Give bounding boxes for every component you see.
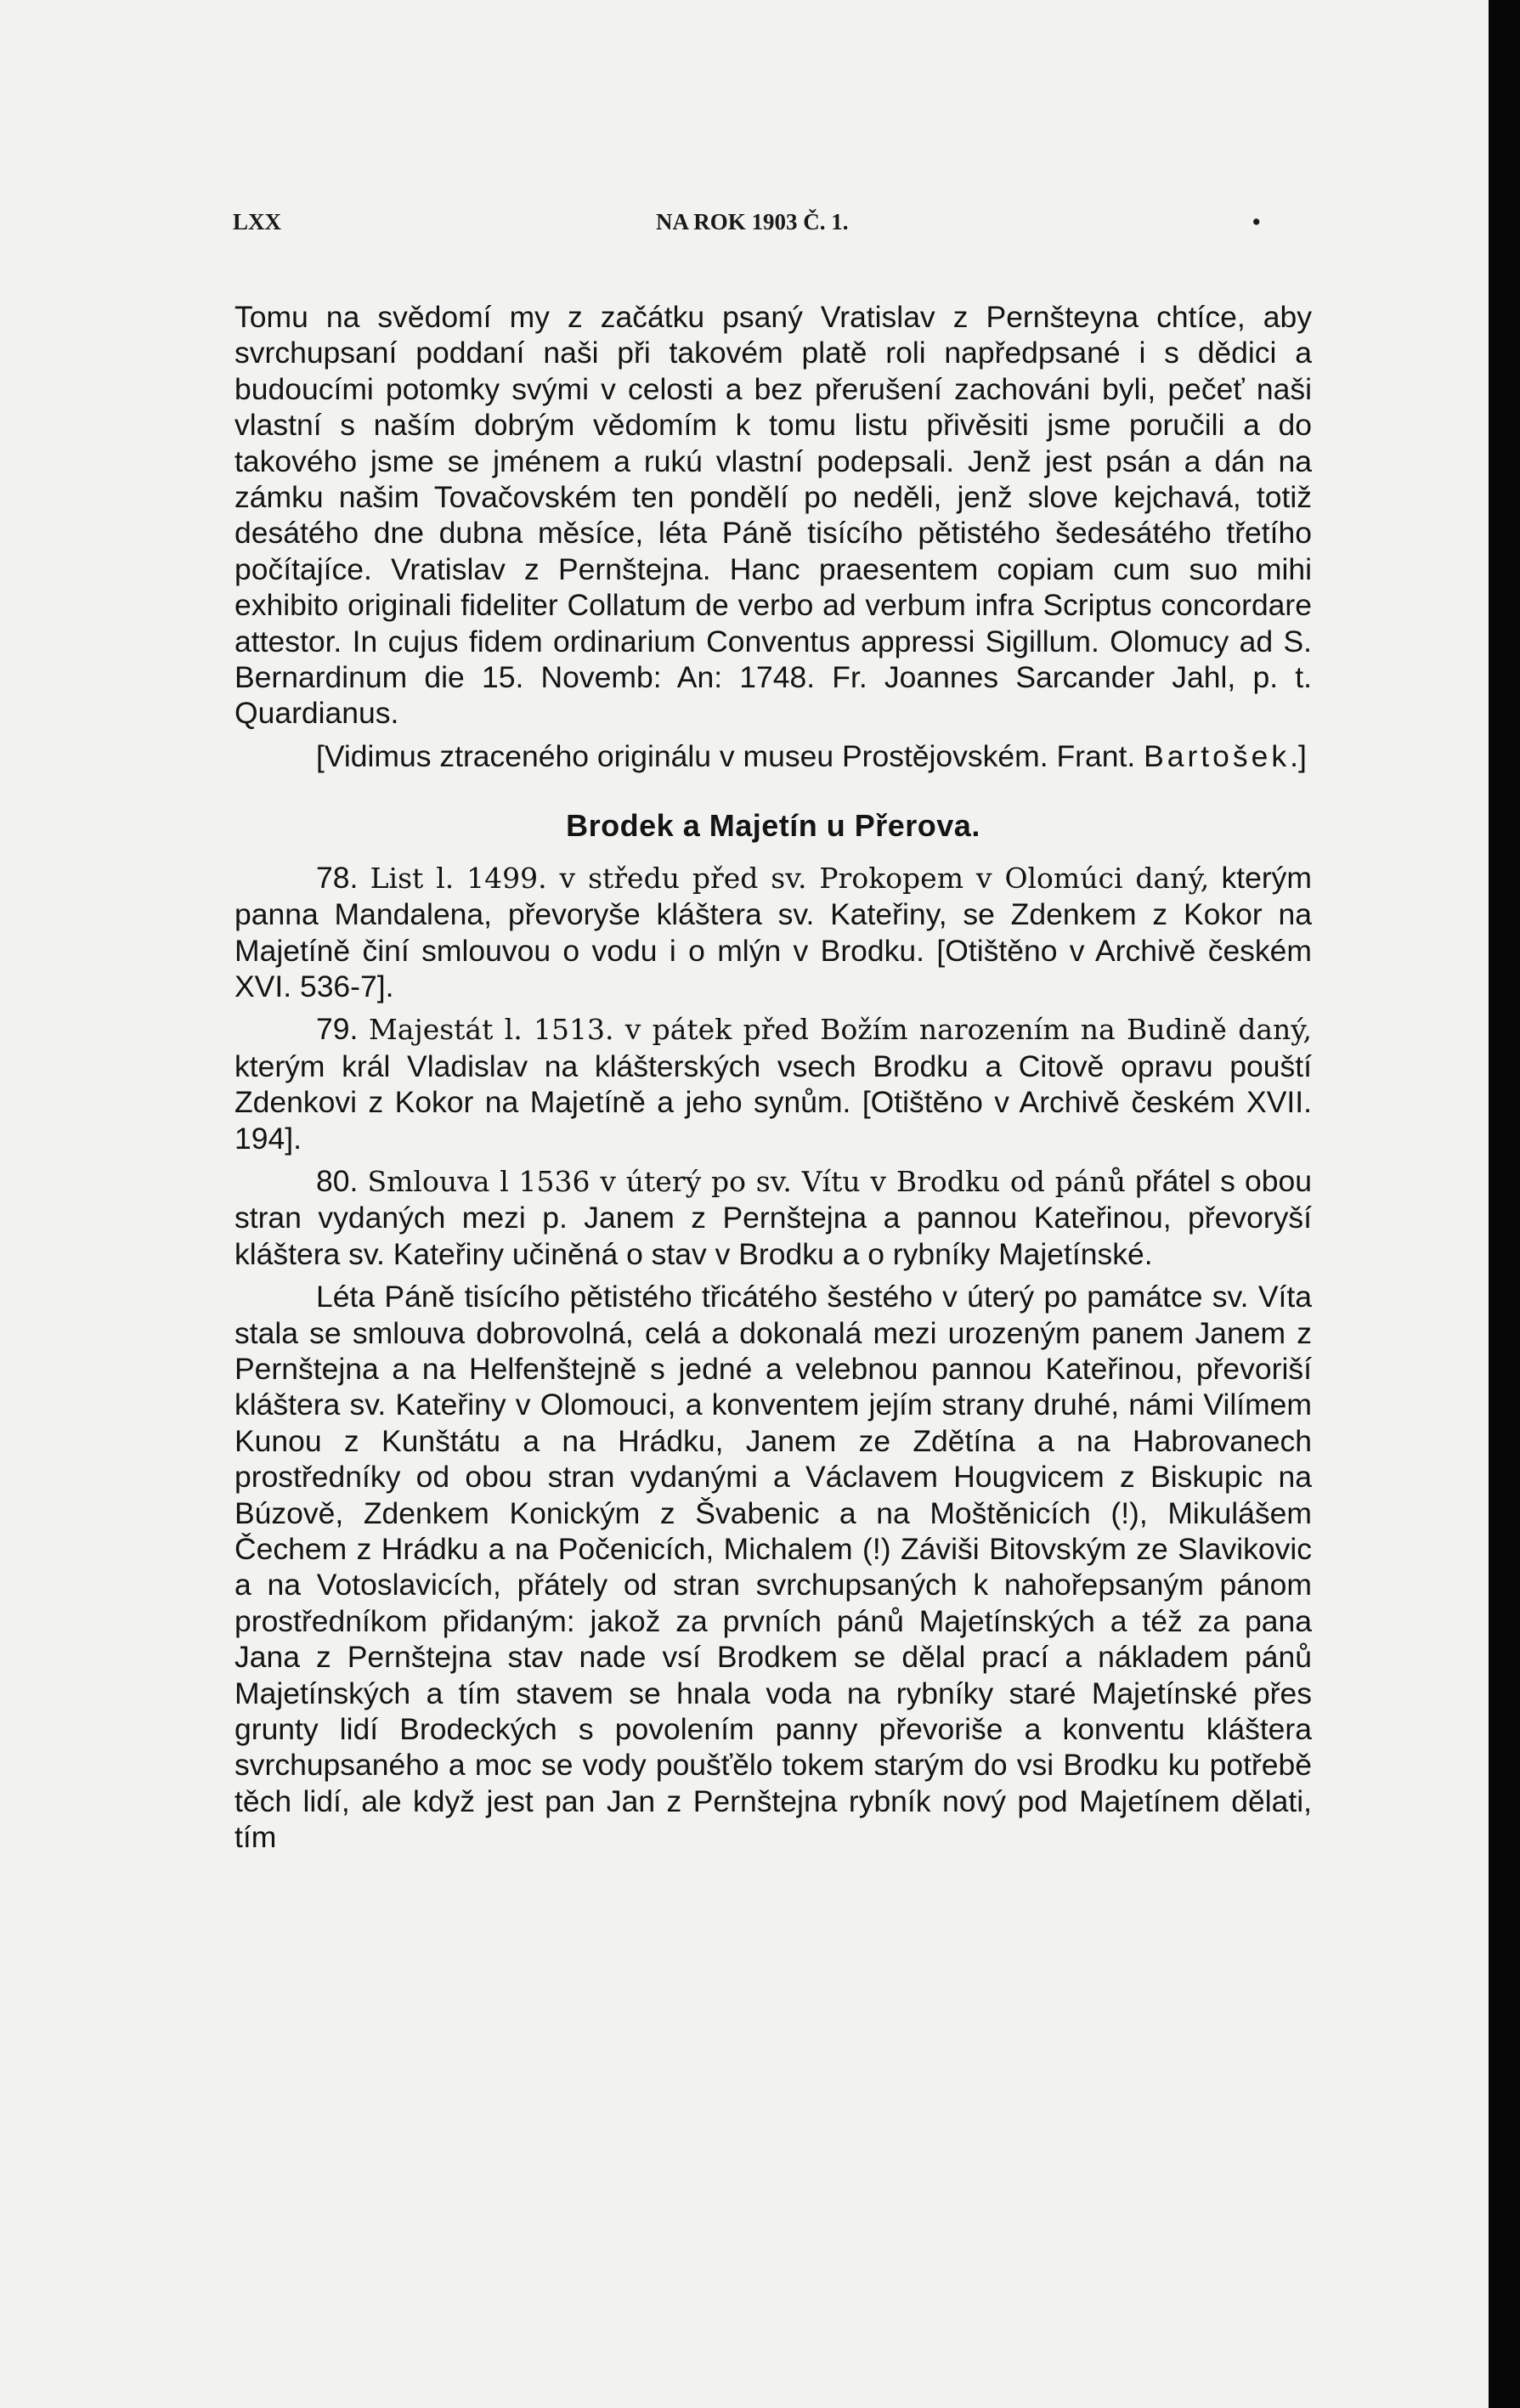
paragraph-charter-conclusion: Tomu na svědomí my z začátku psaný Vratislav z Pernšteyna chtíce, aby svrchupsaní poddaní naši při takovém platě roli napředpsané i s dědici a budoucími potomky svými v celosti a bez přerušení zachováni byli, pečeť naši vlastní s naším dobrým vědomím k tomu listu přivěsiti jsme poručili a do takového jsme se jménem a rukú vlastní podepsali. Jenž jest psán a dán na zámku našim Tovačovském ten pondělí po neděli, jenž slove kejchavá, totiž desátého dne dubna měsíce, léta Páně tisícího pětistého šedesátého třetího počítajíce. Vratislav z Pernštejna. Hanc praesentem copiam cum suo mihi exhibito originali fideliter Collatum de verbo ad verbum infra Scriptus concordare attestor. In cujus fidem ordinarium Conventus appressi Sigillum. Olomucy ad S. Bernardinum die 15. Novemb: An: 1748. Fr. Joannes Sarcander Jahl, p. t. Quardianus. [234, 300, 1312, 731]
entry-78 [234, 860, 1312, 1005]
entry-78-number: 78. [316, 860, 359, 895]
author-name: Bartošek [1144, 738, 1291, 773]
vidimus-text: [Vidimus ztraceného originálu v museu Prostějovském. Frant. [316, 738, 1136, 773]
ink-dot: • [1252, 209, 1261, 235]
page-number: LXX [233, 209, 282, 235]
running-head [233, 209, 1312, 243]
entry-79-number: 79. [316, 1012, 359, 1047]
vidimus-end: .] [1290, 738, 1307, 773]
entry-79-blackletter: Majestát l. 1513. v pátek před Božím narozením na Budině daný, [369, 1013, 1312, 1047]
running-title: NA ROK 1903 Č. 1. [656, 209, 849, 235]
entry-78-blackletter: List l. 1499. v středu před sv. Prokopem v Olomúci daný, [370, 861, 1210, 895]
section-heading: Brodek a Majetín u Přerova. [566, 808, 980, 844]
body-text [234, 299, 1312, 1856]
entry-80-text: přátel s obou stran vydaných mezi p. Janem z Pernštejna a pannou Kateřinou, převoryší kláštera sv. Kateřiny učiněná o stav v Brodku a o rybníky Majetínské. [234, 1163, 1312, 1271]
entry-80-blackletter: Smlouva l 1536 v úterý po sv. Vítu v Brodku od pánů [367, 1164, 1126, 1198]
entry-79-text: kterým král Vladislav na klášterských vsech Brodku a Citově opravu pouští Zdenkovi z Kokor na Majetíně a jeho synům. [Otištěno v Archivě českém XVII. 194]. [234, 1049, 1312, 1156]
dark-page-edge [1489, 0, 1520, 2408]
entry-80 [234, 1163, 1312, 1272]
paragraph-contract-text: Léta Páně tisícího pětistého třicátého šestého v úterý po památce sv. Víta stala se smlouva dobrovolná, celá a dokonalá mezi urozeným panem Janem z Pernštejna a na Helfenštejně s jedné a velebnou pannou Kateřinou, převoriší kláštera sv. Kateřiny v Olomouci, a konventem jejím strany druhé, námi Vilímem Kunou z Kunštátu a na Hrádku, Janem ze Zdětína a na Habrovanech prostředníky od obou stran vydanými a Václavem Hougvicem z Biskupic na Búzově, Zdenkem Konickým z Švabenic a na Moštěnicích (!), Mikulášem Čechem z Hrádku a na Počenicích, Michalem (!) Záviši Bitovským ze Slavikovic a na Votoslavicích, přátely od stran svrchupsaných k nahořepsaným pánom prostředníkom přidaným: jakož za prvních pánů Majetínských a též za pana Jana z Pernštejna stav nade vsí Brodkem se dělal prací a nákladem pánů Majetínských a tím stavem se hnala voda na rybníky staré Majetínské přes grunty lidí Brodeckých s povolením panny převoriše a konventu kláštera svrchupsaného a moc se vody poušťělo tokem starým do vsi Brodku ku potřebě těch lidí, ale když jest pan Jan z Pernštejna rybník nový pod Majetínem dělati, tím [234, 1280, 1312, 1855]
entry-79 [234, 1011, 1312, 1156]
paragraph-vidimus-note [234, 738, 1312, 774]
entry-78-text: kterým panna Mandalena, převoryše kláštera sv. Kateřiny, se Zdenkem z Kokor na Majetíně činí smlouvou o vodu i o mlýn v Brodku. [Otištěno v Archivě českém XVI. 536-7]. [234, 860, 1312, 1003]
entry-80-number: 80. [316, 1163, 359, 1198]
